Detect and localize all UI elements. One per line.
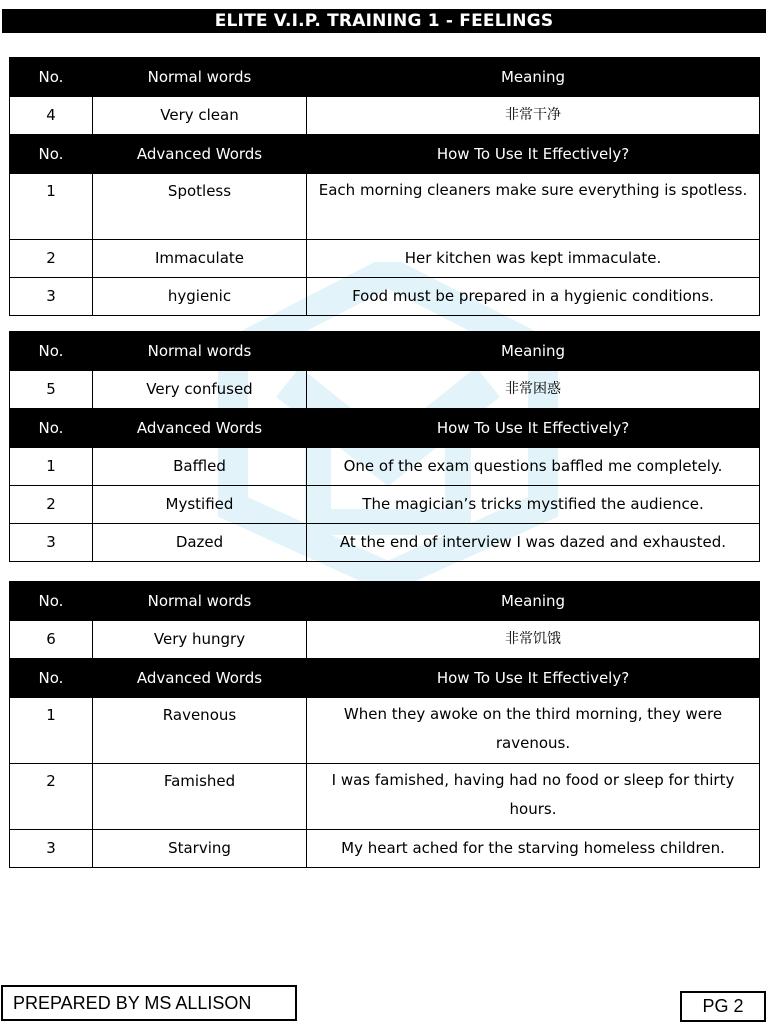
advanced-header-row xyxy=(10,659,760,698)
header-no: No. xyxy=(10,409,93,448)
advanced-usage: At the end of interview I was dazed and exhausted. xyxy=(307,524,760,562)
header-no: No. xyxy=(10,582,93,621)
advanced-no: 2 xyxy=(10,486,93,524)
header-how-to-use: How To Use It Effectively? xyxy=(307,135,760,174)
advanced-no: 1 xyxy=(10,448,93,486)
advanced-usage: Each morning cleaners make sure everything is spotless. xyxy=(307,174,760,240)
normal-word-row xyxy=(10,97,760,135)
normal-meaning: 非常困惑 xyxy=(307,371,760,409)
normal-word: Very confused xyxy=(93,371,307,409)
normal-header-row xyxy=(10,582,760,621)
header-no: No. xyxy=(10,58,93,97)
normal-no: 4 xyxy=(10,97,93,135)
header-advanced-words: Advanced Words xyxy=(93,409,307,448)
advanced-word: Baffled xyxy=(93,448,307,486)
advanced-word: hygienic xyxy=(93,278,307,316)
advanced-word: Starving xyxy=(93,830,307,868)
normal-header-row xyxy=(10,332,760,371)
header-meaning: Meaning xyxy=(307,582,760,621)
advanced-word: Spotless xyxy=(93,174,307,240)
advanced-word: Mystified xyxy=(93,486,307,524)
normal-word: Very hungry xyxy=(93,621,307,659)
advanced-header-row xyxy=(10,409,760,448)
advanced-usage: Her kitchen was kept immaculate. xyxy=(307,240,760,278)
header-normal-words: Normal words xyxy=(93,582,307,621)
advanced-usage: The magician’s tricks mystified the audience. xyxy=(307,486,760,524)
vocab-table-2 xyxy=(9,331,760,562)
normal-word: Very clean xyxy=(93,97,307,135)
advanced-word-row xyxy=(10,830,760,868)
advanced-no: 2 xyxy=(10,764,93,830)
normal-no: 6 xyxy=(10,621,93,659)
advanced-word-row xyxy=(10,240,760,278)
normal-word-row xyxy=(10,371,760,409)
header-meaning: Meaning xyxy=(307,58,760,97)
advanced-word-row xyxy=(10,278,760,316)
advanced-word: Ravenous xyxy=(93,698,307,764)
header-no: No. xyxy=(10,332,93,371)
header-no: No. xyxy=(10,135,93,174)
advanced-usage: When they awoke on the third morning, they were ravenous. xyxy=(307,698,760,764)
header-advanced-words: Advanced Words xyxy=(93,659,307,698)
advanced-header-row xyxy=(10,135,760,174)
advanced-no: 3 xyxy=(10,830,93,868)
advanced-word-row xyxy=(10,764,760,830)
advanced-usage: One of the exam questions baffled me completely. xyxy=(307,448,760,486)
advanced-word-row xyxy=(10,698,760,764)
advanced-word-row xyxy=(10,174,760,240)
header-meaning: Meaning xyxy=(307,332,760,371)
advanced-usage: I was famished, having had no food or sleep for thirty hours. xyxy=(307,764,760,830)
normal-word-row xyxy=(10,621,760,659)
advanced-no: 3 xyxy=(10,524,93,562)
advanced-no: 1 xyxy=(10,174,93,240)
advanced-word: Famished xyxy=(93,764,307,830)
advanced-word-row xyxy=(10,524,760,562)
header-advanced-words: Advanced Words xyxy=(93,135,307,174)
normal-meaning: 非常干净 xyxy=(307,97,760,135)
header-how-to-use: How To Use It Effectively? xyxy=(307,409,760,448)
normal-header-row xyxy=(10,58,760,97)
advanced-word-row xyxy=(10,448,760,486)
advanced-word-row xyxy=(10,486,760,524)
advanced-no: 1 xyxy=(10,698,93,764)
header-normal-words: Normal words xyxy=(93,332,307,371)
normal-meaning: 非常饥饿 xyxy=(307,621,760,659)
advanced-usage: My heart ached for the starving homeless children. xyxy=(307,830,760,868)
advanced-word: Dazed xyxy=(93,524,307,562)
header-normal-words: Normal words xyxy=(93,58,307,97)
page-title: ELITE V.I.P. TRAINING 1 - FEELINGS xyxy=(2,9,766,33)
advanced-no: 3 xyxy=(10,278,93,316)
vocab-table-3 xyxy=(9,581,760,868)
header-how-to-use: How To Use It Effectively? xyxy=(307,659,760,698)
advanced-usage: Food must be prepared in a hygienic conditions. xyxy=(307,278,760,316)
prepared-by-label: PREPARED BY MS ALLISON xyxy=(1,985,297,1021)
advanced-no: 2 xyxy=(10,240,93,278)
header-no: No. xyxy=(10,659,93,698)
page-number: PG 2 xyxy=(680,991,766,1022)
vocab-table-1 xyxy=(9,57,760,316)
advanced-word: Immaculate xyxy=(93,240,307,278)
normal-no: 5 xyxy=(10,371,93,409)
